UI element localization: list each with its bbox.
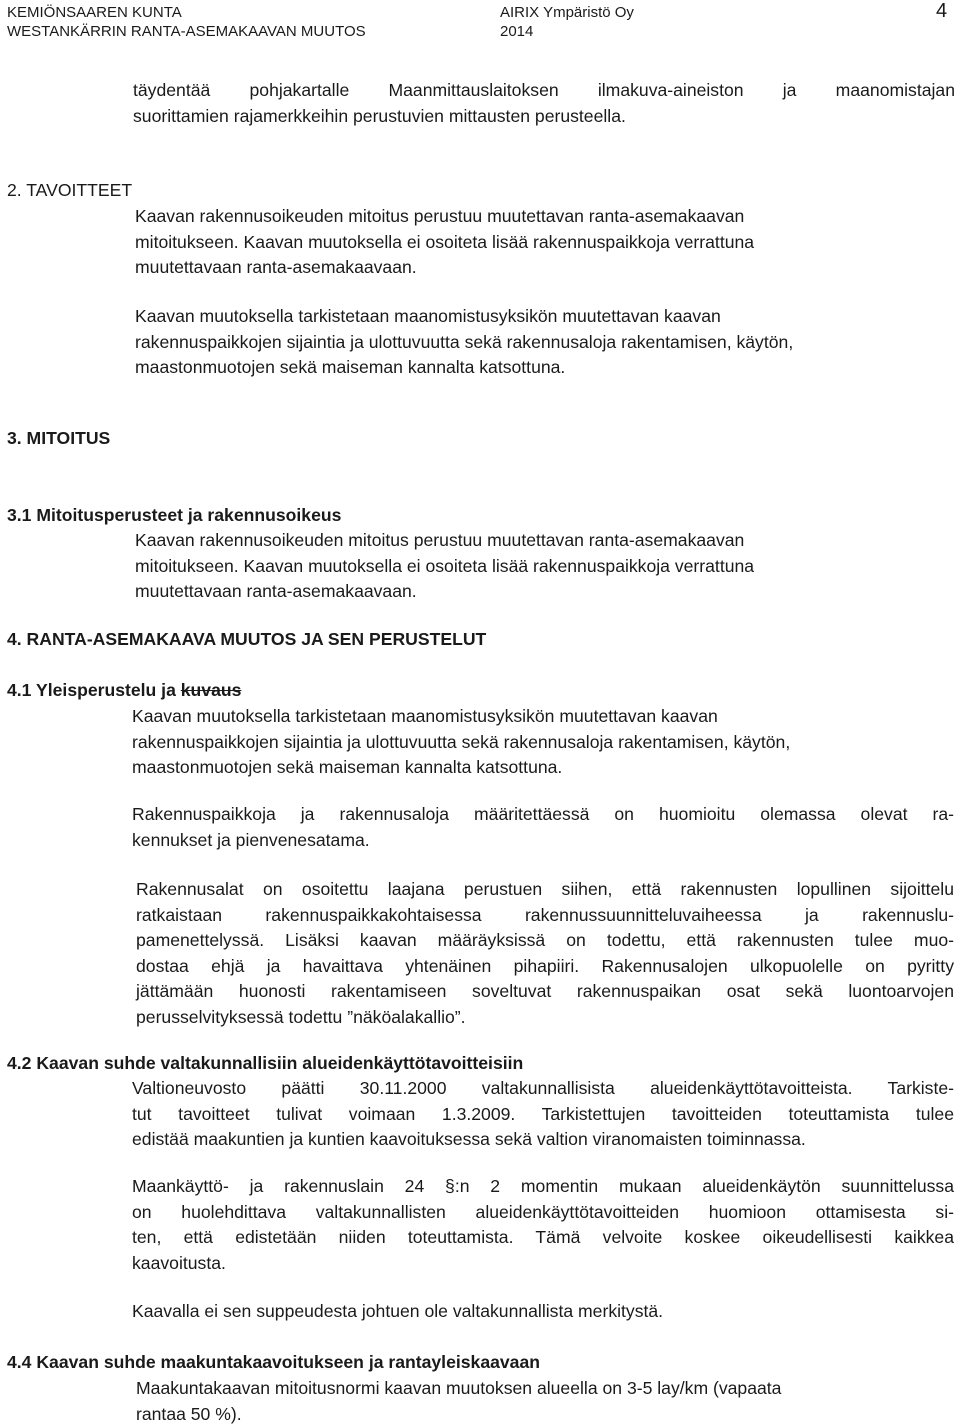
text-line: tut tavoitteet tulivat voimaan 1.3.2009. Tarkistettujen tavoitteiden toteuttamista tulee: [132, 1103, 954, 1124]
section-2-heading: 2. TAVOITTEET: [7, 180, 133, 200]
text-line: Kaavan muutoksella tarkistetaan maanomistusyksikön muutettavan kaavan: [132, 706, 718, 726]
text-line: dostaa ehjä ja havaittava yhtenäinen pihapiiri. Rakennusalojen ulkopuolelle on pyritty: [136, 955, 954, 976]
header-org: KEMIÖNSAAREN KUNTA: [7, 4, 182, 21]
text-line: Rakennusalat on osoitettu laajana perustuen siihen, että rakennusten lopullinen sijoittelu: [136, 879, 954, 899]
text-line: Kaavan rakennusoikeuden mitoitus perustuu muutettavan ranta-asemakaavan: [135, 206, 745, 226]
section-4-4-heading: 4.4 Kaavan suhde maakuntakaavoitukseen ja rantayleiskaavaan: [7, 1352, 540, 1372]
header-doc-title: WESTANKÄRRIN RANTA-ASEMAKAAVAN MUUTOS: [7, 23, 366, 40]
section-4-1-paragraph-1: [132, 704, 790, 781]
text-line: kaavoitusta.: [132, 1252, 226, 1273]
header-company: AIRIX Ympäristö Oy: [500, 4, 634, 21]
section-4-2-paragraph-2: [132, 1174, 954, 1276]
section-3-1-paragraph: [135, 528, 754, 605]
text-line: muutettavaan ranta-asemakaavaan.: [135, 257, 417, 278]
text-line: rakennuspaikkojen sijaintia ja ulottuvuutta sekä rakennusaloja rakentamisen, käytön,: [132, 731, 791, 752]
section-2-paragraph-1: [135, 204, 754, 281]
text-line: edistää maakuntien ja kuntien kaavoituksessa sekä valtion viranomaisten toiminnassa.: [132, 1129, 806, 1150]
text-line: pamenettelyssä. Lisäksi kaavan määräyksissä on todettu, että rakennusten tulee muo-: [136, 930, 954, 951]
header-year: 2014: [500, 23, 534, 40]
heading-part: 4.1 Yleisperustelu ja: [7, 680, 181, 700]
text-line: Valtioneuvosto päätti 30.11.2000 valtakunnallisista alueidenkäyttötavoitteista. Tarkiste-: [132, 1078, 954, 1098]
text-line: ten, että edistetään niiden toteuttamista. Tämä velvoite koskee oikeudellisesti kaikkea: [132, 1227, 954, 1248]
text-line: maastonmuotojen sekä maiseman kannalta katsottuna.: [132, 757, 563, 778]
text-line: Maakuntakaavan mitoitusnormi kaavan muutoksen alueella on 3-5 lay/km (vapaata: [136, 1378, 782, 1398]
intro-line-2: suorittamien rajamerkkeihin perustuvien mittausten perusteella.: [133, 105, 626, 126]
section-4-2-paragraph-1: [132, 1076, 954, 1153]
text-line: mitoitukseen. Kaavan muutoksella ei osoiteta lisää rakennuspaikkoja verrattuna: [135, 231, 755, 252]
section-3-heading: 3. MITOITUS: [7, 428, 111, 448]
heading-part-struck: kuvaus: [180, 680, 242, 700]
page-number: 4: [936, 0, 948, 22]
text-line: rakennuspaikkojen sijaintia ja ulottuvuutta sekä rakennusaloja rakentamisen, käytön,: [135, 331, 794, 352]
text-line: ratkaistaan rakennuspaikkakohtaisessa rakennussuunnitteluvaiheessa ja rakennuslu-: [136, 904, 954, 925]
section-4-2-heading: 4.2 Kaavan suhde valtakunnallisiin alueidenkäyttötavoitteisiin: [7, 1053, 524, 1073]
text-line: jättämään huonosti rakentamiseen soveltuvat rakennuspaikan osat sekä luontoarvojen: [136, 981, 954, 1002]
text-line: Kaavan rakennusoikeuden mitoitus perustuu muutettavan ranta-asemakaavan: [135, 530, 745, 550]
text-line: mitoitukseen. Kaavan muutoksella ei osoiteta lisää rakennuspaikkoja verrattuna: [135, 555, 755, 576]
section-4-4-paragraph: [136, 1376, 781, 1427]
section-4-2-paragraph-3: Kaavalla ei sen suppeudesta johtuen ole valtakunnallista merkitystä.: [132, 1301, 664, 1321]
text-line: Rakennuspaikkoja ja rakennusaloja määritettäessä on huomioitu olemassa olevat ra-: [132, 804, 954, 824]
section-4-1-paragraph-2: [132, 802, 954, 853]
text-line: kennukset ja pienvenesatama.: [132, 829, 370, 850]
section-4-heading: 4. RANTA-ASEMAKAAVA MUUTOS JA SEN PERUSTELUT: [7, 629, 487, 649]
text-line: Kaavan muutoksella tarkistetaan maanomistusyksikön muutettavan kaavan: [135, 306, 721, 326]
section-2-paragraph-2: [135, 304, 793, 381]
section-3-1-heading: 3.1 Mitoitusperusteet ja rakennusoikeus: [7, 505, 342, 525]
section-4-1-heading: [7, 678, 241, 704]
intro-line-1: täydentää pohjakartalle Maanmittauslaitoksen ilmakuva-aineiston ja maanomistajan: [133, 80, 955, 100]
text-line: maastonmuotojen sekä maiseman kannalta katsottuna.: [135, 357, 566, 378]
text-line: Maankäyttö- ja rakennuslain 24 §:n 2 momentin mukaan alueidenkäytön suunnittelussa: [132, 1176, 954, 1196]
text-line: rantaa 50 %).: [136, 1403, 242, 1424]
text-line: perusselvityksessä todettu ”näköalakallio”.: [136, 1006, 466, 1027]
section-4-1-paragraph-3: [136, 877, 954, 1031]
intro-paragraph: [133, 78, 955, 129]
text-line: on huolehdittava valtakunnallisten alueidenkäyttötavoitteiden huomioon ottamisesta si-: [132, 1201, 954, 1222]
text-line: muutettavaan ranta-asemakaavaan.: [135, 581, 417, 602]
